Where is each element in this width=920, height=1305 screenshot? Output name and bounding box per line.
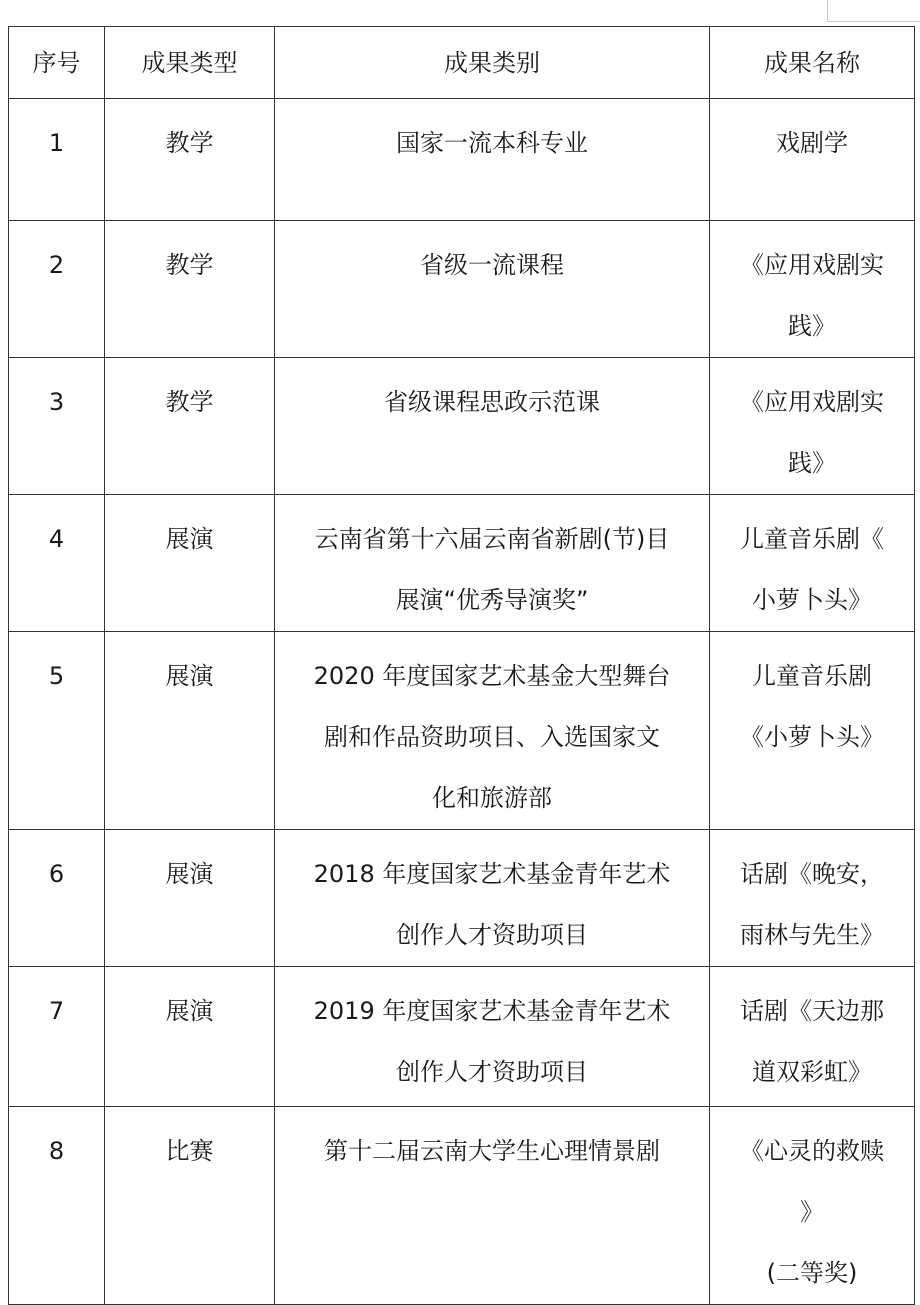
table-row	[9, 1107, 915, 1305]
category-text-line: 2019 年度国家艺术基金青年艺术	[313, 997, 671, 1025]
cell-achievement-name	[710, 967, 915, 1107]
cell-achievement-type: 教学	[105, 358, 275, 495]
category-text-line: 第十二届云南大学生心理情景剧	[324, 1137, 660, 1165]
cell-achievement-category	[275, 967, 710, 1107]
table-row	[9, 495, 915, 632]
header-achievement-type: 成果类型	[105, 27, 275, 99]
category-text-line: 剧和作品资助项目、入选国家文	[324, 723, 660, 751]
cell-serial-number: 8	[9, 1107, 105, 1305]
header-serial-number: 序号	[9, 27, 105, 99]
cell-serial-number: 5	[9, 632, 105, 830]
cell-achievement-category	[275, 1107, 710, 1305]
cell-achievement-type: 教学	[105, 221, 275, 358]
category-text-line: 展演“优秀导演奖”	[395, 586, 589, 614]
cell-serial-number: 3	[9, 358, 105, 495]
name-text-line: 《心灵的救赎	[740, 1137, 884, 1165]
category-text-line: 省级课程思政示范课	[384, 388, 600, 416]
cell-serial-number: 2	[9, 221, 105, 358]
name-text-line: 道双彩虹》	[752, 1058, 872, 1086]
name-text-line: 话剧《晚安，	[740, 860, 884, 888]
cell-achievement-category	[275, 358, 710, 495]
cell-achievement-name	[710, 358, 915, 495]
achievements-table	[8, 26, 915, 1305]
table-row	[9, 358, 915, 495]
name-text-line: 》	[800, 1198, 824, 1226]
table-header-row	[9, 27, 915, 99]
name-text-line: 践》	[788, 449, 836, 477]
cell-achievement-type: 教学	[105, 99, 275, 221]
page-corner-mark	[827, 0, 828, 22]
name-text-line: (二等奖)	[766, 1259, 858, 1287]
cell-achievement-name	[710, 1107, 915, 1305]
cell-achievement-name	[710, 221, 915, 358]
cell-achievement-name	[710, 495, 915, 632]
table-row	[9, 967, 915, 1107]
name-text-line: 《小萝卜头》	[740, 723, 884, 751]
name-text-line: 《应用戏剧实	[740, 251, 884, 279]
cell-achievement-name	[710, 99, 915, 221]
cell-achievement-category	[275, 99, 710, 221]
table-body	[9, 99, 915, 1305]
cell-serial-number: 7	[9, 967, 105, 1107]
table-row	[9, 221, 915, 358]
cell-achievement-name	[710, 830, 915, 967]
cell-achievement-category	[275, 632, 710, 830]
table-row	[9, 99, 915, 221]
table-row	[9, 830, 915, 967]
header-achievement-name: 成果名称	[710, 27, 915, 99]
cell-achievement-name	[710, 632, 915, 830]
name-text-line: 小萝卜头》	[752, 586, 872, 614]
category-text-line: 2020 年度国家艺术基金大型舞台	[313, 662, 671, 690]
name-text-line: 儿童音乐剧《	[740, 525, 884, 553]
page-corner-mark	[828, 21, 920, 22]
name-text-line: 话剧《天边那	[740, 997, 884, 1025]
cell-serial-number: 1	[9, 99, 105, 221]
cell-achievement-type: 展演	[105, 967, 275, 1107]
category-text-line: 创作人才资助项目	[396, 921, 588, 949]
name-text-line: 雨林与先生》	[740, 921, 884, 949]
cell-serial-number: 4	[9, 495, 105, 632]
category-text-line: 云南省第十六届云南省新剧(节)目	[314, 525, 670, 553]
category-text-line: 2018 年度国家艺术基金青年艺术	[313, 860, 671, 888]
header-achievement-category: 成果类别	[275, 27, 710, 99]
cell-achievement-category	[275, 221, 710, 358]
cell-achievement-type: 展演	[105, 830, 275, 967]
cell-achievement-category	[275, 495, 710, 632]
table-row	[9, 632, 915, 830]
category-text-line: 省级一流课程	[420, 251, 564, 279]
cell-achievement-type: 比赛	[105, 1107, 275, 1305]
name-text-line: 《应用戏剧实	[740, 388, 884, 416]
name-text-line: 儿童音乐剧	[752, 662, 872, 690]
cell-achievement-type: 展演	[105, 632, 275, 830]
category-text-line: 化和旅游部	[432, 784, 552, 812]
category-text-line: 创作人才资助项目	[396, 1058, 588, 1086]
name-text-line: 践》	[788, 312, 836, 340]
category-text-line: 国家一流本科专业	[396, 129, 588, 157]
cell-achievement-category	[275, 830, 710, 967]
cell-serial-number: 6	[9, 830, 105, 967]
name-text-line: 戏剧学	[776, 129, 848, 157]
cell-achievement-type: 展演	[105, 495, 275, 632]
